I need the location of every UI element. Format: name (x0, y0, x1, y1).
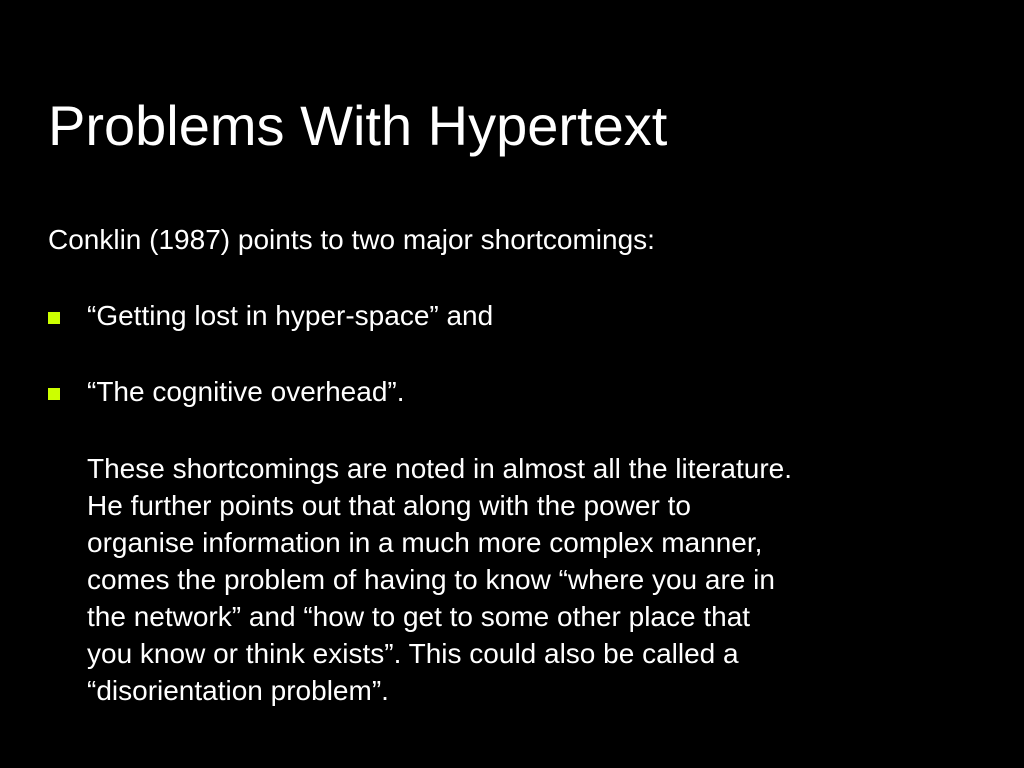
paragraph-line: “disorientation problem”. (87, 675, 389, 706)
slide-title: Problems With Hypertext (48, 94, 668, 157)
paragraph-line: you know or think exists”. This could also be called a (87, 638, 739, 669)
paragraph-line: organise information in a much more complex manner, (87, 527, 763, 558)
bullet-text: “The cognitive overhead”. (87, 376, 405, 407)
paragraph-line: These shortcomings are noted in almost all the literature. (87, 453, 793, 484)
square-bullet-icon (48, 312, 60, 324)
body-paragraph (87, 450, 987, 709)
intro-text: Conklin (1987) points to two major shortcomings: (48, 224, 655, 255)
paragraph-line: He further points out that along with the power to (87, 490, 691, 521)
paragraph-line: the network” and “how to get to some other place that (87, 601, 751, 632)
bullet-text: “Getting lost in hyper-space” and (87, 300, 494, 331)
square-bullet-icon (48, 388, 60, 400)
paragraph-line: comes the problem of having to know “where you are in (87, 564, 775, 595)
